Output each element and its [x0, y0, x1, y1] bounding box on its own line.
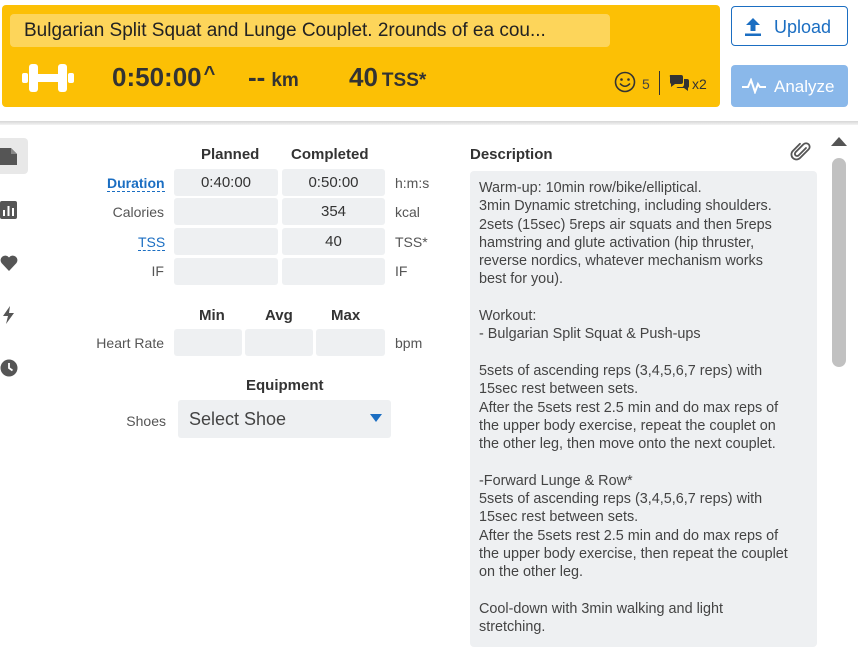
description-line: 2sets (15sec) 5reps air squats and then 5reps	[479, 216, 772, 233]
chevron-down-icon	[370, 414, 382, 422]
description-line: - Bulgarian Split Squat & Push-ups	[479, 326, 701, 343]
paperclip-icon[interactable]	[790, 140, 812, 164]
feel-count: 5	[642, 76, 650, 92]
upload-button[interactable]	[731, 6, 848, 46]
description-line: After the 5sets rest 2.5 min and do max reps of	[479, 399, 779, 416]
description-line: reverse nordics, whatever mechanism works	[479, 253, 763, 270]
bar-chart-icon	[0, 201, 18, 219]
scroll-up-arrow-icon[interactable]	[831, 137, 847, 146]
hr-max-input[interactable]	[316, 329, 385, 356]
upload-label: Upload	[774, 17, 832, 37]
tss-unit: TSS*	[381, 70, 427, 91]
if-unit: IF	[395, 263, 408, 279]
description-line	[479, 582, 809, 600]
planned-calories-input[interactable]	[174, 198, 278, 225]
duration-value: 0:50:00	[112, 62, 202, 92]
shoe-select[interactable]	[178, 400, 391, 438]
description-line: 3min Dynamic stretching, including shoulders.	[479, 198, 772, 215]
distance-stat	[248, 62, 299, 93]
sidebar-item-history[interactable]	[0, 350, 28, 386]
calories-unit: kcal	[395, 204, 420, 220]
comments-icon[interactable]	[668, 73, 690, 91]
completed-if-input[interactable]	[282, 258, 385, 285]
duration-stat	[112, 62, 215, 93]
description-line	[479, 344, 809, 362]
description-line: After the 5sets rest 2.5 min and do max reps of	[479, 527, 779, 544]
clock-icon	[0, 359, 18, 377]
description-line: on the other leg.	[479, 564, 584, 581]
description-line: stretching.	[479, 619, 546, 636]
hr-min-header: Min	[199, 307, 225, 324]
hr-avg-input[interactable]	[245, 329, 313, 356]
smiley-icon[interactable]	[614, 71, 636, 93]
description-line: the upper body exercise, then repeat the couplet	[479, 545, 788, 562]
description-line: Cool-down with 3min walking and light	[479, 600, 723, 617]
caret-up-icon[interactable]: ^	[203, 63, 216, 85]
tss-label[interactable]: TSS	[138, 234, 166, 250]
description-line	[479, 453, 809, 471]
header-divider	[0, 121, 858, 125]
tss-field-unit: TSS*	[395, 234, 428, 250]
description-header: Description	[470, 146, 553, 163]
description-line: 5sets of ascending reps (3,4,5,6,7 reps) with	[479, 362, 763, 379]
if-label: IF	[151, 263, 164, 279]
completed-duration-input[interactable]: 0:50:00	[282, 169, 385, 196]
description-line: best for you).	[479, 271, 563, 288]
hr-avg-header: Avg	[265, 307, 293, 324]
lightning-icon	[0, 306, 18, 324]
pulse-icon	[741, 78, 767, 94]
tss-value: 40	[349, 62, 378, 92]
sidebar-item-charts[interactable]	[0, 192, 28, 228]
completed-calories-input[interactable]: 354	[282, 198, 385, 225]
description-line: hamstring and glute activation (hip thruster,	[479, 234, 755, 251]
description-textarea[interactable]	[470, 171, 817, 647]
description-line: -Forward Lunge & Row*	[479, 472, 633, 489]
dumbbell-icon	[22, 60, 74, 96]
comment-count: x2	[692, 76, 707, 92]
description-line: the upper body exercise, repeat the couplet on	[479, 417, 776, 434]
planned-if-input[interactable]	[174, 258, 278, 285]
workout-title[interactable]: Bulgarian Split Squat and Lunge Couplet. 2rounds of ea cou...	[10, 14, 610, 47]
completed-header: Completed	[291, 146, 369, 163]
hr-unit: bpm	[395, 335, 423, 351]
planned-header: Planned	[201, 146, 260, 163]
sidebar-item-summary[interactable]	[0, 138, 28, 174]
description-line: the other leg, then move onto the next couplet.	[479, 436, 776, 453]
distance-value: --	[248, 62, 266, 92]
hr-max-header: Max	[331, 307, 361, 324]
sidebar-item-power[interactable]	[0, 297, 28, 333]
tss-stat	[349, 62, 426, 93]
analyze-button[interactable]	[731, 65, 848, 107]
duration-label[interactable]: Duration	[107, 175, 165, 191]
document-icon	[0, 147, 18, 165]
distance-unit: km	[271, 70, 299, 91]
shoe-select-value: Select Shoe	[189, 409, 287, 429]
calories-label: Calories	[112, 204, 164, 220]
completed-tss-input[interactable]: 40	[282, 228, 385, 255]
sidebar-item-health[interactable]	[0, 245, 28, 281]
shoes-label: Shoes	[126, 413, 166, 429]
duration-unit: h:m:s	[395, 175, 430, 191]
planned-duration-input[interactable]: 0:40:00	[174, 169, 278, 196]
heart-rate-label: Heart Rate	[96, 335, 164, 351]
description-line: Workout:	[479, 308, 537, 325]
description-line: Warm-up: 10min row/bike/elliptical.	[479, 180, 702, 196]
description-line: 15sec rest between sets.	[479, 381, 639, 398]
divider	[659, 71, 660, 95]
workout-header	[2, 5, 720, 107]
equipment-header: Equipment	[246, 377, 324, 394]
description-line: 15sec rest between sets.	[479, 509, 639, 526]
upload-icon	[744, 17, 762, 37]
planned-tss-input[interactable]	[174, 228, 278, 255]
description-line: 5sets of ascending reps (3,4,5,6,7 reps) with	[479, 491, 763, 508]
scrollbar-thumb[interactable]	[832, 158, 846, 367]
hr-min-input[interactable]	[174, 329, 242, 356]
heart-icon	[0, 254, 18, 272]
analyze-label: Analyze	[774, 77, 835, 96]
description-line	[479, 289, 809, 307]
